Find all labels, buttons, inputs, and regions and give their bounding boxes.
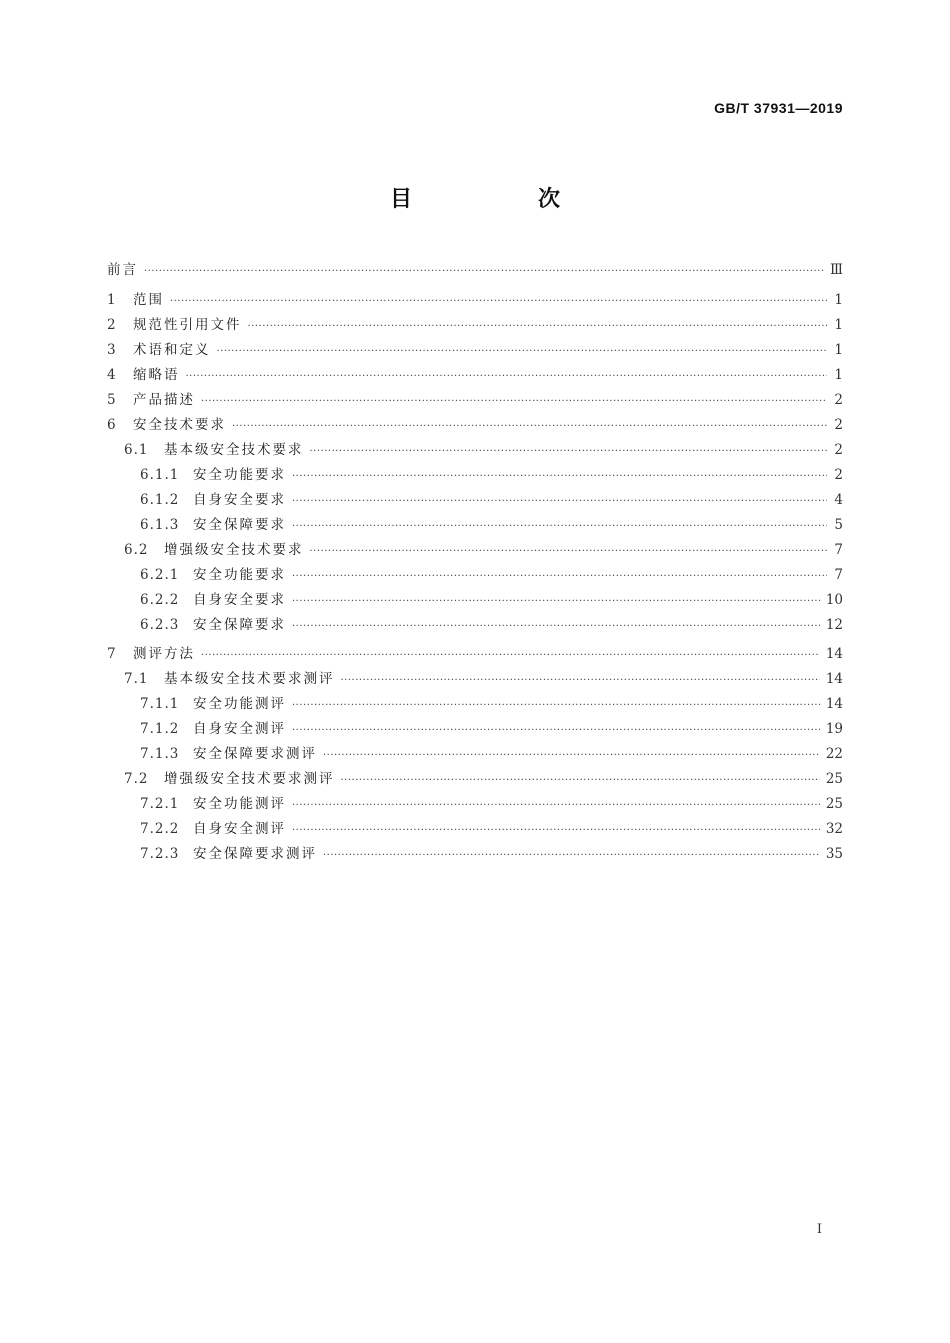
toc-entry-label: 基本级安全技术要求: [164, 441, 304, 458]
toc-entry-label: 增强级安全技术要求测评: [164, 771, 335, 787]
toc-entry[interactable]: [107, 388, 843, 413]
toc-entry-label: 测评方法: [133, 646, 195, 662]
dot-leader: [201, 389, 827, 414]
toc-entry-label: 自身安全测评: [193, 821, 286, 837]
dot-leader: [323, 843, 820, 868]
page-title: 目 次: [389, 187, 612, 212]
toc-entry-number: 7.1: [124, 671, 149, 687]
toc-entry[interactable]: [107, 767, 843, 792]
toc-entry[interactable]: [107, 817, 843, 842]
toc-entry-number: 6: [107, 416, 117, 433]
toc-entry[interactable]: [107, 538, 843, 563]
dot-leader: [310, 439, 828, 464]
toc-entry-number: 6.1: [124, 441, 149, 458]
dot-leader: [341, 768, 820, 793]
toc-entry-page: 2: [834, 416, 843, 433]
toc-entry-number: 7.2: [124, 771, 149, 787]
toc-entry[interactable]: [107, 488, 843, 513]
dot-leader: [292, 489, 827, 514]
toc-entry-label: 安全功能要求: [193, 566, 286, 583]
toc-entry[interactable]: [107, 288, 843, 313]
dot-leader: [292, 514, 827, 539]
toc-entry-number: 7.2.2: [140, 821, 180, 837]
standard-code: GB/T 37931—2019: [714, 100, 843, 116]
dot-leader: [292, 464, 827, 489]
toc-entry-page: 7: [834, 566, 843, 583]
toc-entry[interactable]: [107, 692, 843, 717]
toc-entry[interactable]: [107, 463, 843, 488]
toc-entry-number: 7.2.1: [140, 796, 180, 812]
toc-entry[interactable]: [107, 613, 843, 638]
toc-entry[interactable]: [107, 363, 843, 388]
toc-entry-label: 自身安全要求: [193, 491, 286, 508]
footer-page-number: I: [816, 1222, 822, 1237]
toc-entry-label: 安全功能测评: [193, 796, 286, 812]
toc-entry-page: 1: [834, 366, 843, 383]
toc-entry-page: 1: [834, 316, 843, 333]
toc-entry-label: 缩略语: [133, 366, 180, 383]
toc-entry[interactable]: [107, 642, 843, 667]
toc-entry-label: 增强级安全技术要求: [164, 541, 304, 558]
toc-entry-number: 6.1.3: [140, 516, 180, 533]
toc-entry-page: 14: [825, 646, 843, 662]
table-of-contents: [107, 258, 843, 867]
dot-leader: [248, 314, 828, 339]
toc-entry-page: 2: [834, 441, 843, 458]
toc-entry[interactable]: [107, 438, 843, 463]
toc-entry-page: 14: [825, 671, 843, 687]
toc-entry-number: 7.1.3: [140, 746, 180, 762]
dot-leader: [292, 793, 820, 818]
dot-leader: [217, 339, 828, 364]
dot-leader: [292, 718, 820, 743]
toc-entry[interactable]: [107, 717, 843, 742]
toc-entry[interactable]: [107, 792, 843, 817]
dot-leader: [292, 818, 820, 843]
toc-entry-label: 安全功能要求: [193, 466, 286, 483]
toc-entry-page: Ⅲ: [829, 262, 843, 278]
toc-entry-number: 5: [107, 391, 117, 408]
toc-entry-page: 10: [825, 591, 843, 608]
toc-entry-page: 2: [834, 466, 843, 483]
toc-entry-label: 基本级安全技术要求测评: [164, 671, 335, 687]
toc-entry[interactable]: [107, 413, 843, 438]
toc-entry-label: 安全保障要求测评: [193, 746, 317, 762]
dot-leader: [144, 259, 824, 284]
dot-leader: [310, 539, 828, 564]
dot-leader: [292, 614, 820, 639]
dot-leader: [186, 364, 828, 389]
toc-entry[interactable]: [107, 588, 843, 613]
toc-entry-label: 前言: [107, 262, 138, 278]
dot-leader: [232, 414, 827, 439]
dot-leader: [292, 693, 820, 718]
toc-entry-page: 1: [834, 341, 843, 358]
toc-entry-number: 6.2: [124, 541, 149, 558]
toc-entry-number: 2: [107, 316, 117, 333]
toc-entry-page: 35: [825, 846, 843, 862]
toc-entry-label: 自身安全测评: [193, 721, 286, 737]
toc-entry-number: 7: [107, 646, 117, 662]
toc-entry-label: 安全功能测评: [193, 696, 286, 712]
toc-entry-number: 7.1.1: [140, 696, 180, 712]
toc-entry-page: 25: [825, 771, 843, 787]
toc-entry-page: 32: [825, 821, 843, 837]
toc-entry-number: 6.1.1: [140, 466, 180, 483]
toc-entry-number: 4: [107, 366, 117, 383]
toc-entry[interactable]: [107, 513, 843, 538]
toc-entry-number: 6.1.2: [140, 491, 180, 508]
toc-entry-page: 5: [834, 516, 843, 533]
toc-entry-number: 7.2.3: [140, 846, 180, 862]
toc-entry[interactable]: [107, 258, 843, 283]
toc-entry-label: 安全技术要求: [133, 416, 226, 433]
toc-entry[interactable]: [107, 563, 843, 588]
toc-entry-page: 2: [834, 391, 843, 408]
toc-entry[interactable]: [107, 742, 843, 767]
toc-entry-label: 安全保障要求: [193, 516, 286, 533]
dot-leader: [341, 668, 820, 693]
toc-entry-label: 术语和定义: [133, 341, 211, 358]
toc-entry-number: 1: [107, 291, 117, 308]
toc-entry-label: 自身安全要求: [193, 591, 286, 608]
toc-entry[interactable]: [107, 313, 843, 338]
dot-leader: [170, 289, 827, 314]
dot-leader: [292, 589, 820, 614]
toc-entry-page: 14: [825, 696, 843, 712]
dot-leader: [323, 743, 820, 768]
toc-entry[interactable]: [107, 842, 843, 867]
toc-entry-number: 3: [107, 341, 117, 358]
toc-entry-number: 6.2.2: [140, 591, 180, 608]
toc-entry-number: 7.1.2: [140, 721, 180, 737]
toc-entry[interactable]: [107, 338, 843, 363]
toc-entry-number: 6.2.3: [140, 616, 180, 633]
toc-entry-number: 6.2.1: [140, 566, 180, 583]
toc-entry-page: 22: [825, 746, 843, 762]
toc-entry-page: 25: [825, 796, 843, 812]
toc-entry-label: 范围: [133, 291, 164, 308]
dot-leader: [292, 564, 827, 589]
toc-entry-page: 1: [834, 291, 843, 308]
toc-entry-label: 产品描述: [133, 391, 195, 408]
toc-entry-page: 19: [825, 721, 843, 737]
toc-entry-label: 安全保障要求: [193, 616, 286, 633]
toc-entry-page: 7: [834, 541, 843, 558]
dot-leader: [201, 643, 820, 668]
toc-entry-page: 4: [834, 491, 843, 508]
toc-entry-label: 安全保障要求测评: [193, 846, 317, 862]
toc-entry[interactable]: [107, 667, 843, 692]
toc-entry-label: 规范性引用文件: [133, 316, 242, 333]
toc-entry-page: 12: [825, 616, 843, 633]
